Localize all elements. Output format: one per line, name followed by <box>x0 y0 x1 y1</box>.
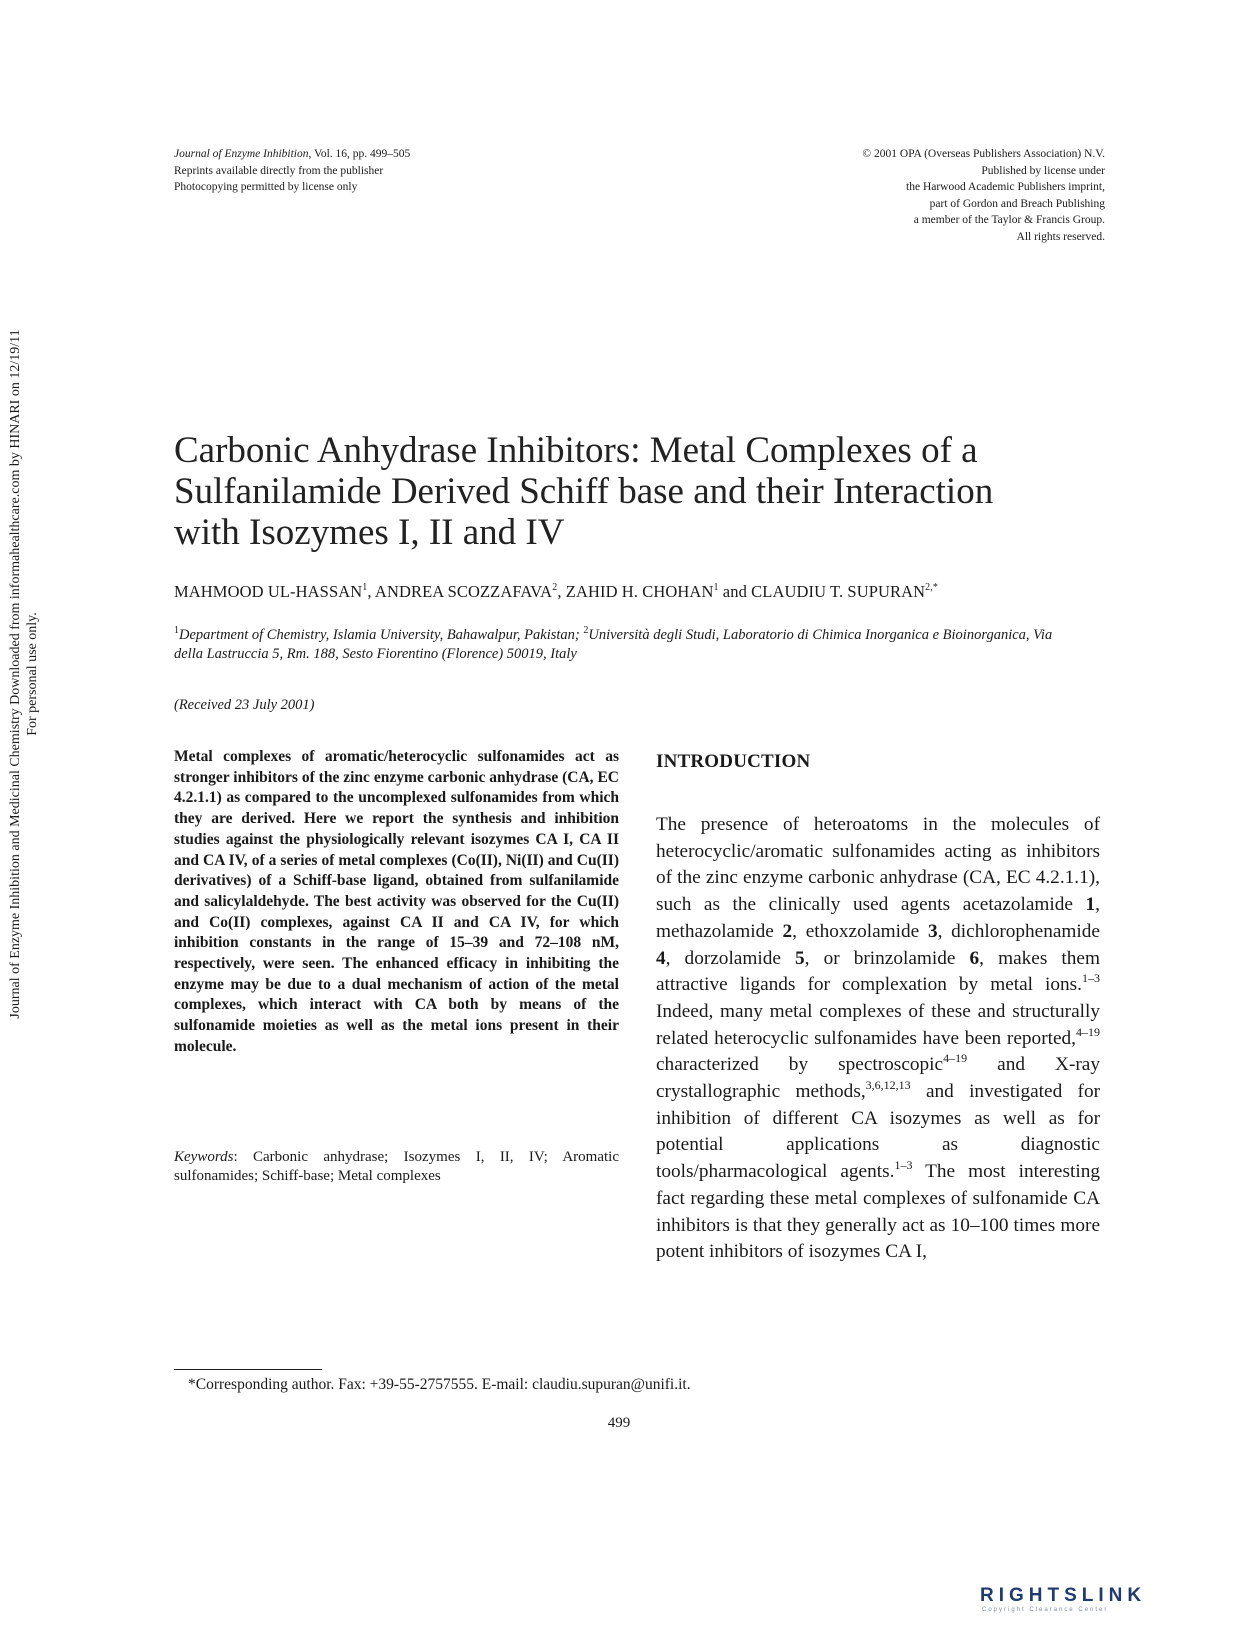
footnote-rule <box>174 1369 322 1370</box>
journal-header <box>174 146 410 196</box>
title-line: Sulfanilamide Derived Schiff base and their Interaction <box>174 471 994 512</box>
author-name: CLAUDIU T. SUPURAN <box>751 582 926 601</box>
intro-text: , or brinzolamide <box>804 947 970 969</box>
author-affil-mark: 1 <box>362 582 368 593</box>
citation: 4–19 <box>943 1051 968 1066</box>
copyright-line: © 2001 OPA (Overseas Publishers Association) N.V. <box>862 148 1105 160</box>
rightslink-logo <box>980 1585 1195 1613</box>
compound-number: 6 <box>969 947 980 969</box>
page-number: 499 <box>607 1415 631 1431</box>
author-name: ANDREA SCOZZAFAVA <box>374 582 553 601</box>
rightslink-logo-text: RIGHTSLINK <box>980 1585 1147 1606</box>
copyright-line: part of Gordon and Breach Publishing <box>929 197 1105 210</box>
title-line: with Isozymes I, II and IV <box>174 512 565 553</box>
citation: 1–3 <box>1082 971 1100 986</box>
copyright-line: a member of the Taylor & Francis Group. <box>913 214 1105 227</box>
affil-mark: 1 <box>174 625 179 636</box>
intro-text: and investigated for inhibition of different CA isozymes as well as for potential applications as diagnostic tools/pharmacological agents. <box>656 1081 1101 1183</box>
intro-text: Indeed, many metal complexes of these and structurally related heterocyclic sulfonamides have been reported, <box>656 1000 1100 1049</box>
intro-text: The presence of heteroatoms in the molecules of heterocyclic/aromatic sulfonamides acting as inhibitors of the zinc enzyme carbonic anhydrase (CA, EC 4.2.1.1), such as the clinically used agents acetazolamide <box>656 814 1100 916</box>
intro-text: , ethoxzolamide <box>792 920 928 942</box>
compound-number: 3 <box>927 920 938 942</box>
rightslink-tagline: Copyright Clearance Center <box>982 1607 1109 1613</box>
section-heading: INTRODUCTION <box>656 751 811 772</box>
reprints-note: Reprints available directly from the publisher <box>174 164 384 177</box>
keywords <box>174 1148 619 1186</box>
watermark-line: Journal of Enzyme Inhibition and Medicinal Chemistry Downloaded from informahealthcare.com by HINARI on 12/19/11 <box>8 329 23 1019</box>
copyright-block <box>862 146 1105 246</box>
compound-number: 5 <box>795 947 805 969</box>
affiliations <box>174 626 1074 664</box>
corresponding-author-footnote: *Corresponding author. Fax: +39-55-2757555. E-mail: claudiu.supuran@unifi.it. <box>188 1376 691 1393</box>
author-affil-mark: 2 <box>552 582 558 593</box>
intro-text: characterized by spectroscopic <box>656 1054 944 1076</box>
article-title <box>174 430 1114 553</box>
citation: 1–3 <box>894 1158 913 1173</box>
citation: 3,6,12,13 <box>865 1078 911 1093</box>
compound-number: 2 <box>782 920 793 942</box>
intro-text: , methazolamide <box>656 894 1100 942</box>
author-affil-mark: 1 <box>713 582 719 593</box>
keywords-text: : Carbonic anhydrase; Isozymes I, II, IV; Aromatic sulfonamides; Schiff-base; Metal complexes <box>174 1149 619 1184</box>
journal-name: Journal of Enzyme Inhibition <box>174 148 309 160</box>
intro-text: and X-ray crystallographic methods, <box>656 1054 1100 1103</box>
intro-text: , dichlorophenamide <box>937 920 1100 942</box>
copyright-line: All rights reserved. <box>1016 230 1105 243</box>
affil-mark: 2 <box>583 625 589 636</box>
intro-text: The most interesting fact regarding these metal complexes of sulfonamide CA inhibitors is that they generally act as 10–100 times more potent inhibitors of isozymes CA I, <box>656 1161 1100 1263</box>
author-affil-mark: 2,* <box>925 582 938 593</box>
citation: 4–19 <box>1076 1024 1100 1039</box>
copyright-line: the Harwood Academic Publishers imprint, <box>906 181 1105 194</box>
author-list <box>174 582 938 602</box>
abstract: Metal complexes of aromatic/heterocyclic sulfonamides act as stronger inhibitors of the zinc enzyme carbonic anhydrase (CA, EC 4.2.1.1) as compared to the uncomplexed sulfonamides from which they are derived. Here we report the synthesis and inhibition studies against the physiologically relevant isozymes CA I, CA II and CA IV, of a series of metal complexes (Co(II), Ni(II) and Cu(II) derivatives) of a Schiff-base ligand, obtained from sulfanilamide and salicylaldehyde. The best activity was observed for the Cu(II) and Co(II) complexes, against CA II and CA IV, for which inhibition constants in the range of 15–39 and 72–108 nM, respectively, were seen. The enhanced efficacy in inhibiting the enzyme may be due to a dual mechanism of action of the metal complexes, which interact with CA both by means of the sulfonamide moieties as well as the metal ions present in their molecule. <box>174 748 619 1055</box>
watermark-line: For personal use only. <box>25 612 40 736</box>
title-line: Carbonic Anhydrase Inhibitors: Metal Complexes of a <box>174 430 978 471</box>
author-name: MAHMOOD UL-HASSAN <box>174 582 363 601</box>
author-separator: , <box>557 582 566 601</box>
compound-number: 4 <box>656 947 666 969</box>
affiliation-1: Department of Chemistry, Islamia University, Bahawalpur, Pakistan; <box>179 627 580 643</box>
intro-text: , makes them attractive ligands for complexation by metal ions. <box>656 947 1100 996</box>
photocopy-note: Photocopying permitted by license only <box>174 181 358 194</box>
author-name: ZAHID H. CHOHAN <box>565 582 714 601</box>
received-date: (Received 23 July 2001) <box>174 697 315 713</box>
introduction-paragraph <box>656 812 1100 1266</box>
intro-text: , dorzolamide <box>665 947 796 969</box>
keywords-label: Keywords <box>174 1149 234 1165</box>
author-separator: and <box>718 582 752 601</box>
author-separator: , <box>367 582 375 601</box>
affiliation-2: Università degli Studi, Laboratorio di Chimica Inorganica e Bioinorganica, Via della Lastruccia 5, Rm. 188, Sesto Fiorentino (Florence) 50019, Italy <box>174 627 1053 662</box>
journal-volume: , Vol. 16, pp. 499–505 <box>308 148 411 160</box>
copyright-line: Published by license under <box>981 164 1105 177</box>
compound-number: 1 <box>1085 894 1096 916</box>
